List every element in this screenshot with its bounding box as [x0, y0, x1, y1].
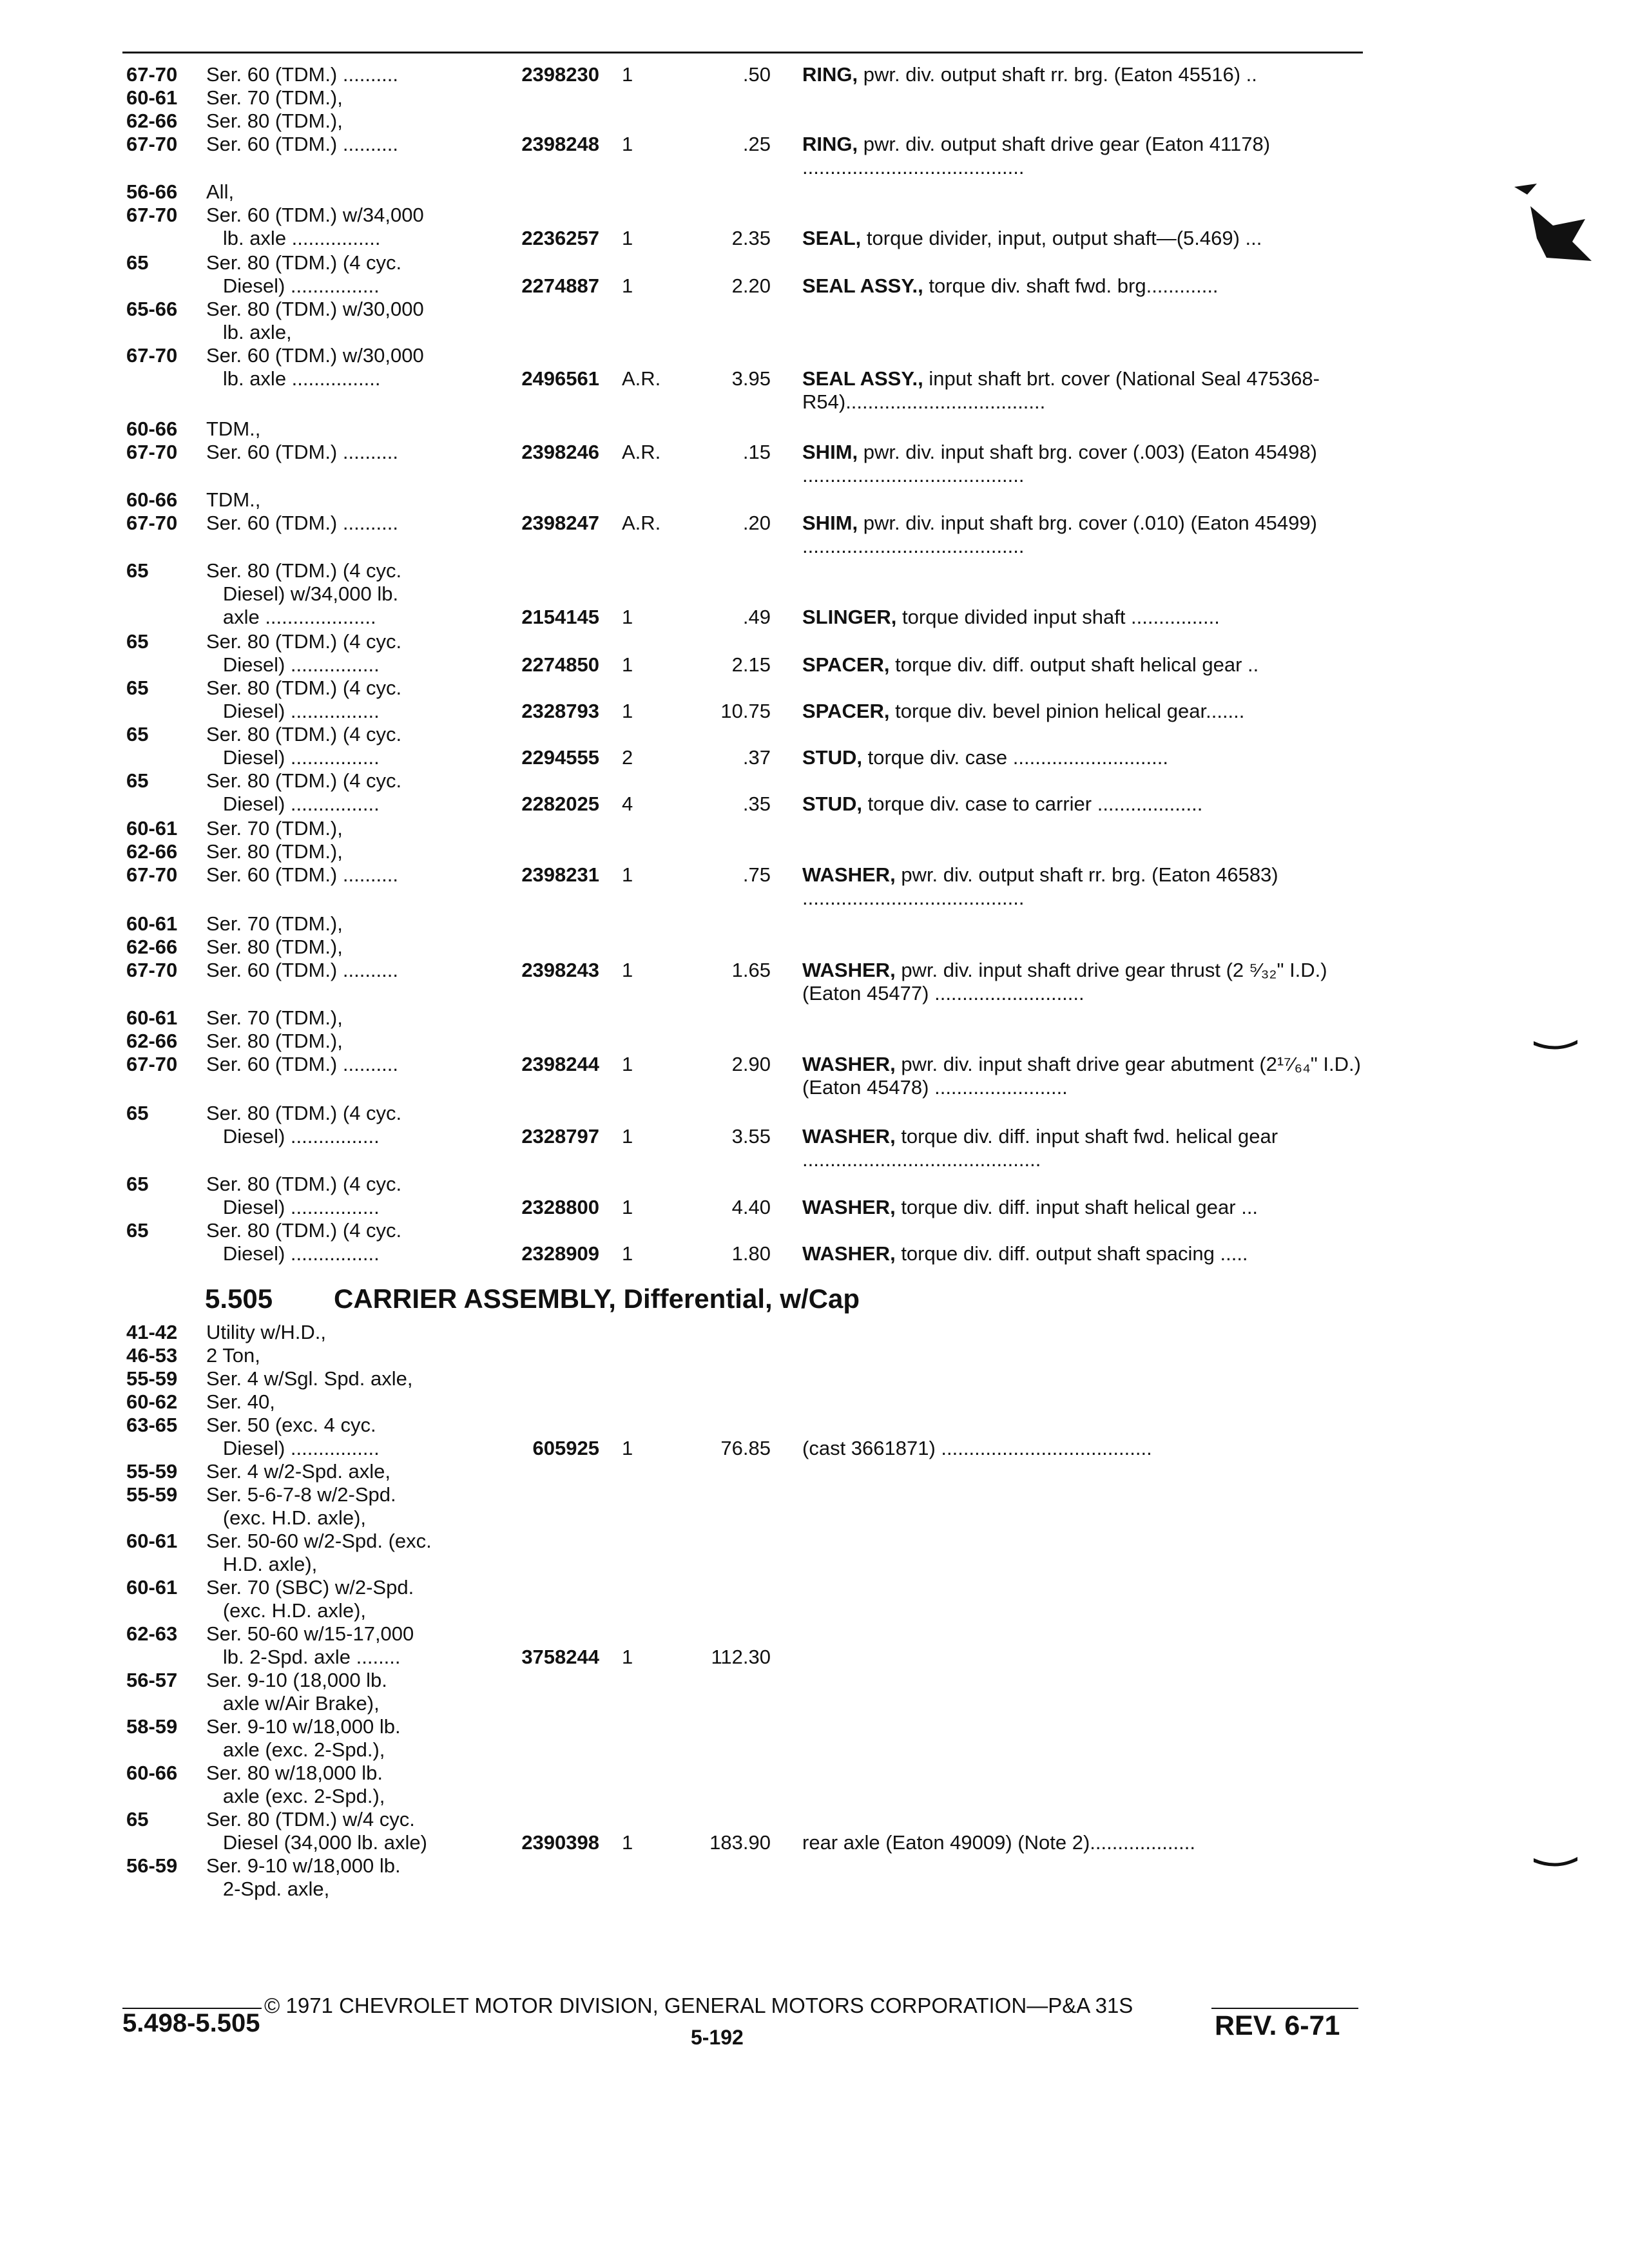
- part-description: torque div. diff. output shaft helical gear ..: [895, 653, 1259, 676]
- part-number: 2496561: [521, 367, 599, 390]
- application-description: Ser. 60 (TDM.) ..........: [206, 133, 398, 155]
- part-name: WASHER,: [802, 1053, 896, 1075]
- model-years: 65: [126, 723, 149, 745]
- list-price: 3.55: [731, 1125, 771, 1148]
- model-years: 67-70: [126, 512, 178, 534]
- part-number: 2398231: [521, 863, 599, 886]
- model-years: 60-61: [126, 912, 178, 935]
- application-description: Diesel) w/34,000 lb.: [206, 582, 399, 605]
- part-description: pwr. div. output shaft drive gear (Eaton 41178) ........................................: [802, 133, 1271, 178]
- part-name-description: [802, 793, 1363, 816]
- application-description: Ser. 50-60 w/2-Spd. (exc.: [206, 1530, 432, 1552]
- application-description: Ser. 80 (TDM.) (4 cyc.: [206, 1102, 402, 1124]
- application-description: Ser. 9-10 w/18,000 lb.: [206, 1715, 401, 1738]
- application-description: lb. axle ................: [206, 227, 381, 249]
- quantity: 1: [622, 1053, 633, 1075]
- part-name: SEAL ASSY.,: [802, 367, 923, 390]
- part-name: RING,: [802, 63, 858, 86]
- part-description: torque div. diff. input shaft fwd. helical gear ...........................................: [802, 1125, 1278, 1171]
- model-years: 60-66: [126, 488, 178, 511]
- quantity: 1: [622, 959, 633, 981]
- part-number: 2398248: [521, 133, 599, 155]
- application-description: Ser. 9-10 w/18,000 lb.: [206, 1854, 401, 1877]
- model-years: 67-70: [126, 1053, 178, 1075]
- quantity: A.R.: [622, 512, 661, 534]
- part-number: 2328793: [521, 700, 599, 722]
- model-years: 65: [126, 251, 149, 274]
- quantity: 1: [622, 606, 633, 628]
- quantity: 1: [622, 274, 633, 297]
- part-description: torque div. case to carrier ...................: [867, 793, 1203, 815]
- quantity: 1: [622, 700, 633, 722]
- list-price: .35: [742, 793, 771, 815]
- application-description: Ser. 60 (TDM.) ..........: [206, 63, 398, 86]
- application-description: axle ....................: [206, 606, 376, 628]
- application-description: Ser. 80 (TDM.) (4 cyc.: [206, 677, 402, 699]
- footer-section-range: 5.498-5.505: [122, 2009, 260, 2037]
- application-description: Ser. 5-6-7-8 w/2-Spd.: [206, 1483, 396, 1506]
- model-years: 67-70: [126, 133, 178, 155]
- application-description: Ser. 4 w/Sgl. Spd. axle,: [206, 1367, 413, 1390]
- model-years: 62-63: [126, 1622, 178, 1645]
- part-name: WASHER,: [802, 1125, 896, 1148]
- quantity: 1: [622, 653, 633, 676]
- application-description: Utility w/H.D.,: [206, 1321, 326, 1343]
- application-description: 2-Spd. axle,: [206, 1878, 330, 1900]
- model-years: 56-57: [126, 1669, 178, 1691]
- part-name-description: [802, 274, 1363, 298]
- part-name: WASHER,: [802, 863, 896, 886]
- model-years: 65: [126, 559, 149, 582]
- list-price: 2.15: [731, 653, 771, 676]
- model-years: 65: [126, 1173, 149, 1195]
- part-number: 2274850: [521, 653, 599, 676]
- quantity: 1: [622, 227, 633, 249]
- model-years: 58-59: [126, 1715, 178, 1738]
- part-name: SEAL,: [802, 227, 862, 249]
- quantity: 1: [622, 1242, 633, 1265]
- quantity: 1: [622, 1646, 633, 1668]
- list-price: 2.35: [731, 227, 771, 249]
- application-description: H.D. axle),: [206, 1553, 318, 1575]
- model-years: 60-61: [126, 817, 178, 840]
- part-description: pwr. div. input shaft brg. cover (.010) (Eaton 45499) ........................................: [802, 512, 1317, 557]
- application-description: Ser. 70 (TDM.),: [206, 86, 343, 109]
- part-number: 3758244: [521, 1646, 599, 1668]
- application-description: Ser. 50-60 w/15-17,000: [206, 1622, 414, 1645]
- application-description: Ser. 80 (TDM.),: [206, 936, 343, 958]
- part-number: 2294555: [521, 746, 599, 769]
- application-description: Ser. 60 (TDM.) ..........: [206, 441, 398, 463]
- list-price: 10.75: [720, 700, 771, 722]
- quantity: 1: [622, 1831, 633, 1854]
- application-description: Diesel (34,000 lb. axle): [206, 1831, 427, 1854]
- model-years: 60-66: [126, 1762, 178, 1784]
- model-years: 55-59: [126, 1460, 178, 1483]
- model-years: 60-66: [126, 418, 178, 440]
- part-number: 2154145: [521, 606, 599, 628]
- application-description: Diesel) ................: [206, 1437, 380, 1459]
- model-years: 67-70: [126, 344, 178, 367]
- application-description: Ser. 80 (TDM.) (4 cyc.: [206, 769, 402, 792]
- application-description: Ser. 40,: [206, 1390, 275, 1413]
- part-name-description: [802, 63, 1363, 86]
- part-number: 2398246: [521, 441, 599, 463]
- application-description: Diesel) ................: [206, 793, 380, 815]
- part-number: 2274887: [521, 274, 599, 297]
- footer-page-number: 5-192: [691, 2026, 744, 2049]
- application-description: (exc. H.D. axle),: [206, 1506, 367, 1529]
- section-heading: [205, 1283, 860, 1314]
- application-description: Ser. 80 (TDM.) (4 cyc.: [206, 559, 402, 582]
- list-price: 183.90: [709, 1831, 771, 1854]
- application-description: Ser. 60 (TDM.) ..........: [206, 1053, 398, 1075]
- application-description: Ser. 70 (TDM.),: [206, 912, 343, 935]
- part-name: SLINGER,: [802, 606, 897, 628]
- list-price: 76.85: [720, 1437, 771, 1459]
- part-name: WASHER,: [802, 959, 896, 981]
- model-years: 41-42: [126, 1321, 178, 1343]
- list-price: 112.30: [711, 1646, 771, 1668]
- application-description: Ser. 60 (TDM.) w/30,000: [206, 344, 424, 367]
- part-name-description: [802, 441, 1363, 487]
- application-description: Ser. 4 w/2-Spd. axle,: [206, 1460, 391, 1483]
- application-description: Ser. 80 (TDM.) (4 cyc.: [206, 723, 402, 745]
- part-number: 2390398: [521, 1831, 599, 1854]
- quantity: A.R.: [622, 367, 661, 390]
- application-description: Diesel) ................: [206, 1242, 380, 1265]
- part-description: pwr. div. input shaft drive gear abutment (2¹⁷⁄₆₄" I.D.) (Eaton 45478) ........................: [802, 1053, 1361, 1099]
- part-description: torque divided input shaft ................: [902, 606, 1220, 628]
- application-description: Ser. 80 w/18,000 lb.: [206, 1762, 383, 1784]
- application-description: TDM.,: [206, 418, 261, 440]
- list-price: 2.20: [731, 274, 771, 297]
- quantity: 1: [622, 63, 633, 86]
- quantity: A.R.: [622, 441, 661, 463]
- part-name: WASHER,: [802, 1242, 896, 1265]
- model-years: 60-61: [126, 1006, 178, 1029]
- model-years: 55-59: [126, 1367, 178, 1390]
- part-number: 2398230: [521, 63, 599, 86]
- margin-mark-icon: [1534, 1037, 1579, 1053]
- part-name: SEAL ASSY.,: [802, 274, 923, 297]
- part-description: torque div. case ............................: [867, 746, 1168, 769]
- application-description: Ser. 80 (TDM.) (4 cyc.: [206, 1219, 402, 1242]
- application-description: axle w/Air Brake),: [206, 1692, 380, 1715]
- section-title: CARRIER ASSEMBLY, Differential, w/Cap: [334, 1283, 860, 1314]
- part-name: SHIM,: [802, 441, 858, 463]
- model-years: 65: [126, 630, 149, 653]
- part-name: STUD,: [802, 793, 862, 815]
- application-description: Ser. 80 (TDM.) w/4 cyc.: [206, 1808, 415, 1831]
- application-description: (exc. H.D. axle),: [206, 1599, 367, 1622]
- quantity: 1: [622, 133, 633, 155]
- part-number: 2398244: [521, 1053, 599, 1075]
- list-price: 2.90: [731, 1053, 771, 1075]
- application-description: Ser. 80 (TDM.),: [206, 110, 343, 132]
- model-years: 65-66: [126, 298, 178, 320]
- quantity: 2: [622, 746, 633, 769]
- model-years: 63-65: [126, 1414, 178, 1436]
- part-number: 2328797: [521, 1125, 599, 1148]
- application-description: Ser. 80 (TDM.) (4 cyc.: [206, 630, 402, 653]
- quantity: 4: [622, 793, 633, 815]
- part-name-description: [802, 1831, 1363, 1854]
- top-rule: [122, 52, 1363, 53]
- application-description: 2 Ton,: [206, 1344, 260, 1367]
- part-number: 2328909: [521, 1242, 599, 1265]
- part-description: pwr. div. output shaft rr. brg. (Eaton 45516) ..: [863, 63, 1257, 86]
- part-number: 2282025: [521, 793, 599, 815]
- model-years: 60-61: [126, 86, 178, 109]
- part-description: pwr. div. output shaft rr. brg. (Eaton 46583) ........................................: [802, 863, 1278, 909]
- quantity: 1: [622, 1196, 633, 1218]
- part-description: torque div. shaft fwd. brg.............: [929, 274, 1219, 297]
- model-years: 65: [126, 769, 149, 792]
- part-name-description: [802, 367, 1363, 414]
- part-name-description: [802, 1053, 1363, 1099]
- model-years: 65: [126, 1219, 149, 1242]
- list-price: 4.40: [731, 1196, 771, 1218]
- part-number: 605925: [532, 1437, 599, 1459]
- application-description: Ser. 60 (TDM.) ..........: [206, 863, 398, 886]
- list-price: 1.80: [731, 1242, 771, 1265]
- list-price: .20: [742, 512, 771, 534]
- list-price: .37: [742, 746, 771, 769]
- model-years: 65: [126, 1102, 149, 1124]
- model-years: 60-61: [126, 1530, 178, 1552]
- application-description: TDM.,: [206, 488, 261, 511]
- part-description: input shaft brt. cover (National Seal 475368-R54)....................................: [802, 367, 1320, 413]
- footer-copyright: © 1971 CHEVROLET MOTOR DIVISION, GENERAL MOTORS CORPORATION—P&A 31S: [264, 1994, 1133, 2017]
- application-description: lb. 2-Spd. axle ........: [206, 1646, 401, 1668]
- application-description: Ser. 80 (TDM.) w/30,000: [206, 298, 424, 320]
- part-description: torque div. bevel pinion helical gear.......: [895, 700, 1245, 722]
- part-name: SPACER,: [802, 653, 890, 676]
- part-name: SHIM,: [802, 512, 858, 534]
- application-description: Ser. 70 (SBC) w/2-Spd.: [206, 1576, 414, 1599]
- model-years: 67-70: [126, 863, 178, 886]
- application-description: Ser. 80 (TDM.),: [206, 1030, 343, 1052]
- part-name-description: [802, 700, 1363, 723]
- model-years: 46-53: [126, 1344, 178, 1367]
- part-number: 2398243: [521, 959, 599, 981]
- application-description: Diesel) ................: [206, 653, 380, 676]
- part-description: torque div. diff. output shaft spacing .....: [901, 1242, 1248, 1265]
- application-description: Ser. 60 (TDM.) ..........: [206, 512, 398, 534]
- list-price: .15: [742, 441, 771, 463]
- model-years: 67-70: [126, 959, 178, 981]
- application-description: Diesel) ................: [206, 1196, 380, 1218]
- margin-mark-icon: [1534, 1854, 1579, 1870]
- application-description: Ser. 80 (TDM.) (4 cyc.: [206, 1173, 402, 1195]
- application-description: lb. axle,: [206, 321, 292, 343]
- part-description: pwr. div. input shaft drive gear thrust (2 ⁵⁄₃₂" I.D.) (Eaton 45477) ...........................: [802, 959, 1327, 1004]
- part-name: STUD,: [802, 746, 862, 769]
- part-description: torque divider, input, output shaft—(5.469) ...: [866, 227, 1262, 249]
- model-years: 62-66: [126, 936, 178, 958]
- part-name-description: [802, 606, 1363, 629]
- list-price: .25: [742, 133, 771, 155]
- model-years: 62-66: [126, 1030, 178, 1052]
- application-description: axle (exc. 2-Spd.),: [206, 1785, 385, 1807]
- application-description: Ser. 70 (TDM.),: [206, 817, 343, 840]
- part-name-description: [802, 959, 1363, 1005]
- model-years: 55-59: [126, 1483, 178, 1506]
- part-number: 2236257: [521, 227, 599, 249]
- application-description: Diesel) ................: [206, 274, 380, 297]
- part-name: WASHER,: [802, 1196, 896, 1218]
- model-years: 60-62: [126, 1390, 178, 1413]
- application-description: Diesel) ................: [206, 1125, 380, 1148]
- application-description: lb. axle ................: [206, 367, 381, 390]
- part-number: 2328800: [521, 1196, 599, 1218]
- section-number: 5.505: [205, 1283, 273, 1314]
- part-name-description: [802, 1437, 1363, 1460]
- part-name: RING,: [802, 133, 858, 155]
- part-name-description: [802, 653, 1363, 677]
- part-name-description: [802, 1125, 1363, 1171]
- part-name-description: [802, 227, 1363, 250]
- part-name: SPACER,: [802, 700, 890, 722]
- model-years: 56-66: [126, 180, 178, 203]
- part-name-description: [802, 746, 1363, 769]
- application-description: Ser. 60 (TDM.) ..........: [206, 959, 398, 981]
- list-price: .75: [742, 863, 771, 886]
- quantity: 1: [622, 1125, 633, 1148]
- model-years: 65: [126, 677, 149, 699]
- footer-revision: REV. 6-71: [1215, 2010, 1340, 2041]
- part-description: pwr. div. input shaft brg. cover (.003) (Eaton 45498) ........................................: [802, 441, 1317, 486]
- model-years: 62-66: [126, 110, 178, 132]
- part-description: (cast 3661871) ......................................: [802, 1437, 1152, 1459]
- list-price: 1.65: [731, 959, 771, 981]
- application-description: All,: [206, 180, 235, 203]
- model-years: 60-61: [126, 1576, 178, 1599]
- model-years: 62-66: [126, 840, 178, 863]
- application-description: Diesel) ................: [206, 700, 380, 722]
- quantity: 1: [622, 1437, 633, 1459]
- model-years: 67-70: [126, 441, 178, 463]
- application-description: Ser. 70 (TDM.),: [206, 1006, 343, 1029]
- application-description: Ser. 80 (TDM.),: [206, 840, 343, 863]
- part-number: 2398247: [521, 512, 599, 534]
- part-name-description: [802, 1196, 1363, 1219]
- application-description: Diesel) ................: [206, 746, 380, 769]
- model-years: 67-70: [126, 63, 178, 86]
- list-price: .49: [742, 606, 771, 628]
- model-years: 67-70: [126, 204, 178, 226]
- application-description: Ser. 50 (exc. 4 cyc.: [206, 1414, 376, 1436]
- part-description: torque div. diff. input shaft helical gear ...: [901, 1196, 1258, 1218]
- part-name-description: [802, 133, 1363, 179]
- footer-rule-right: [1211, 2008, 1358, 2009]
- model-years: 56-59: [126, 1854, 178, 1877]
- model-years: 65: [126, 1808, 149, 1831]
- application-description: Ser. 80 (TDM.) (4 cyc.: [206, 251, 402, 274]
- part-name-description: [802, 1242, 1363, 1265]
- list-price: 3.95: [731, 367, 771, 390]
- part-name-description: [802, 863, 1363, 910]
- quantity: 1: [622, 863, 633, 886]
- application-description: axle (exc. 2-Spd.),: [206, 1738, 385, 1761]
- margin-mark-icon: [1501, 180, 1598, 271]
- application-description: Ser. 9-10 (18,000 lb.: [206, 1669, 387, 1691]
- part-name-description: [802, 512, 1363, 558]
- list-price: .50: [742, 63, 771, 86]
- part-description: rear axle (Eaton 49009) (Note 2)...................: [802, 1831, 1195, 1854]
- application-description: Ser. 60 (TDM.) w/34,000: [206, 204, 424, 226]
